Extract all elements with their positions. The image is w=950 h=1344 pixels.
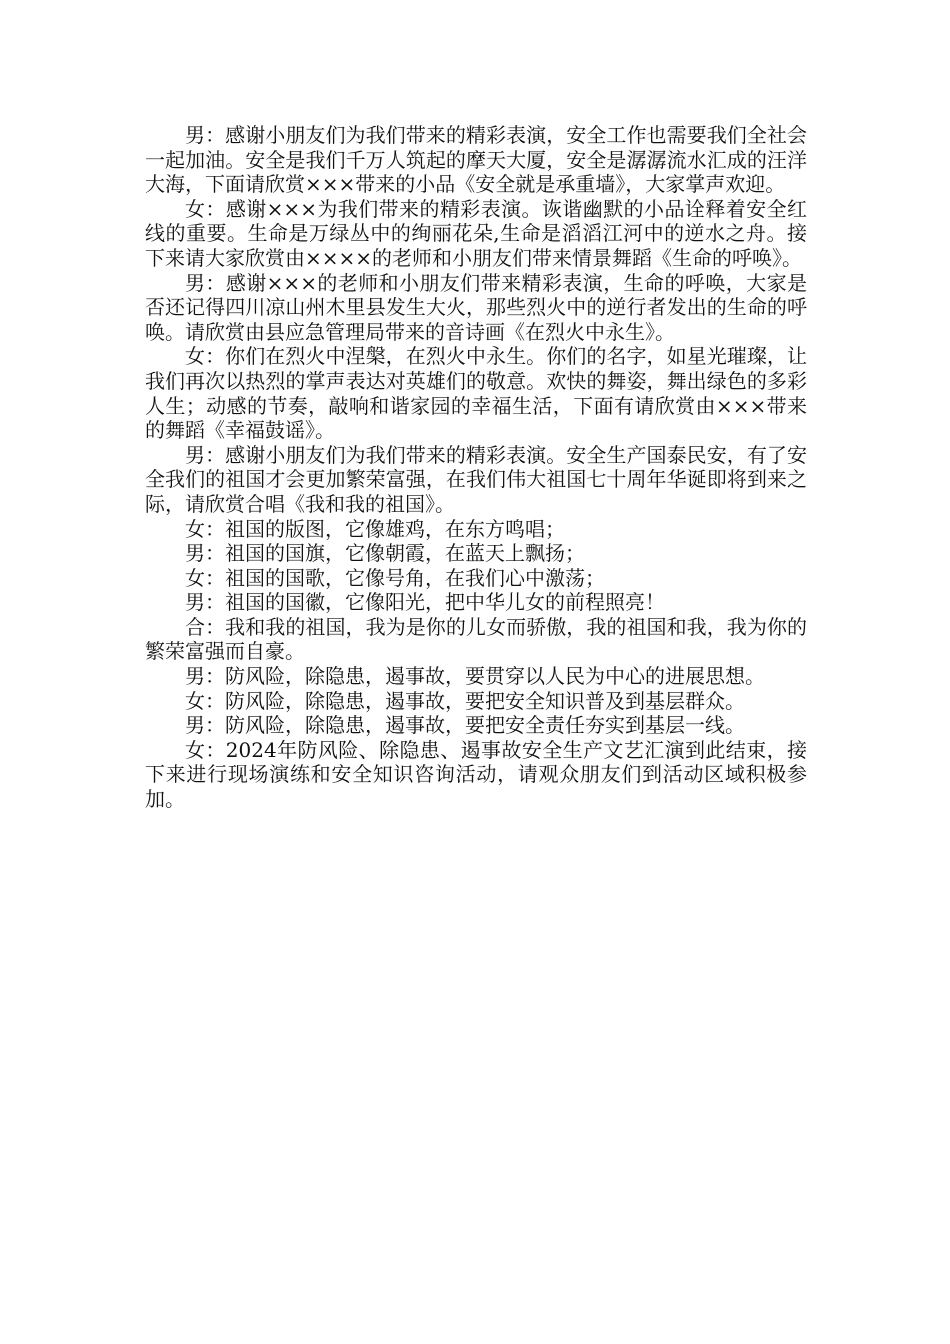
paragraph-5: 男：感谢小朋友们为我们带来的精彩表演。安全生产国泰民安，有了安全我们的祖国才会更加繁荣富强，在我们伟大祖国七十周年华诞即将到来之际，请欣赏合唱《我和我的祖国》。 — [145, 442, 807, 516]
paragraph-2: 女：感谢×××为我们带来的精彩表演。诙谐幽默的小品诠释着安全红线的重要。生命是万绿丛中的绚丽花朵,生命是滔滔江河中的逆水之舟。接下来请大家欣赏由××××的老师和小朋友们带来情景舞蹈《生命的呼唤》。 — [145, 196, 807, 270]
document-body — [145, 123, 807, 812]
paragraph-6: 女：祖国的版图，它像雄鸡，在东方鸣唱； — [185, 516, 565, 541]
paragraph-9: 男：祖国的国徽，它像阳光，把中华儿女的前程照亮！ — [185, 590, 665, 615]
paragraph-3: 男：感谢×××的老师和小朋友们带来精彩表演，生命的呼唤，大家是否还记得四川凉山州木里县发生大火，那些烈火中的逆行者发出的生命的呼唤。请欣赏由县应急管理局带来的音诗画《在烈火中永生》。 — [145, 270, 807, 344]
paragraph-7: 男：祖国的国旗，它像朝霞，在蓝天上飘扬； — [185, 541, 585, 566]
paragraph-13: 男：防风险，除隐患，遏事故，要把安全责任夯实到基层一线。 — [185, 713, 745, 738]
paragraph-10: 合：我和我的祖国，我为是你的儿女而骄傲，我的祖国和我，我为你的繁荣富强而自豪。 — [145, 614, 807, 664]
paragraph-14: 女：2024年防风险、除隐患、遏事故安全生产文艺汇演到此结束，接下来进行现场演练和安全知识咨询活动，请观众朋友们到活动区域积极参加。 — [145, 737, 807, 812]
paragraph-12: 女：防风险，除隐患，遏事故，要把安全知识普及到基层群众。 — [185, 688, 745, 713]
paragraph-11: 男：防风险，除隐患，遏事故，要贯穿以人民为中心的进展思想。 — [185, 664, 765, 689]
paragraph-1: 男：感谢小朋友们为我们带来的精彩表演，安全工作也需要我们全社会一起加油。安全是我们千万人筑起的摩天大厦，安全是潺潺流水汇成的汪洋大海，下面请欣赏×××带来的小品《安全就是承重墙》，大家掌声欢迎。 — [145, 123, 807, 197]
paragraph-8: 女：祖国的国歌，它像号角，在我们心中激荡； — [185, 565, 605, 590]
paragraph-4: 女：你们在烈火中涅槃，在烈火中永生。你们的名字，如星光璀璨，让我们再次以热烈的掌声表达对英雄们的敬意。欢快的舞姿，舞出绿色的多彩人生；动感的节奏，敲响和谐家园的幸福生活，下面有请欣赏由×××带来的舞蹈《幸福鼓谣》。 — [145, 344, 807, 443]
